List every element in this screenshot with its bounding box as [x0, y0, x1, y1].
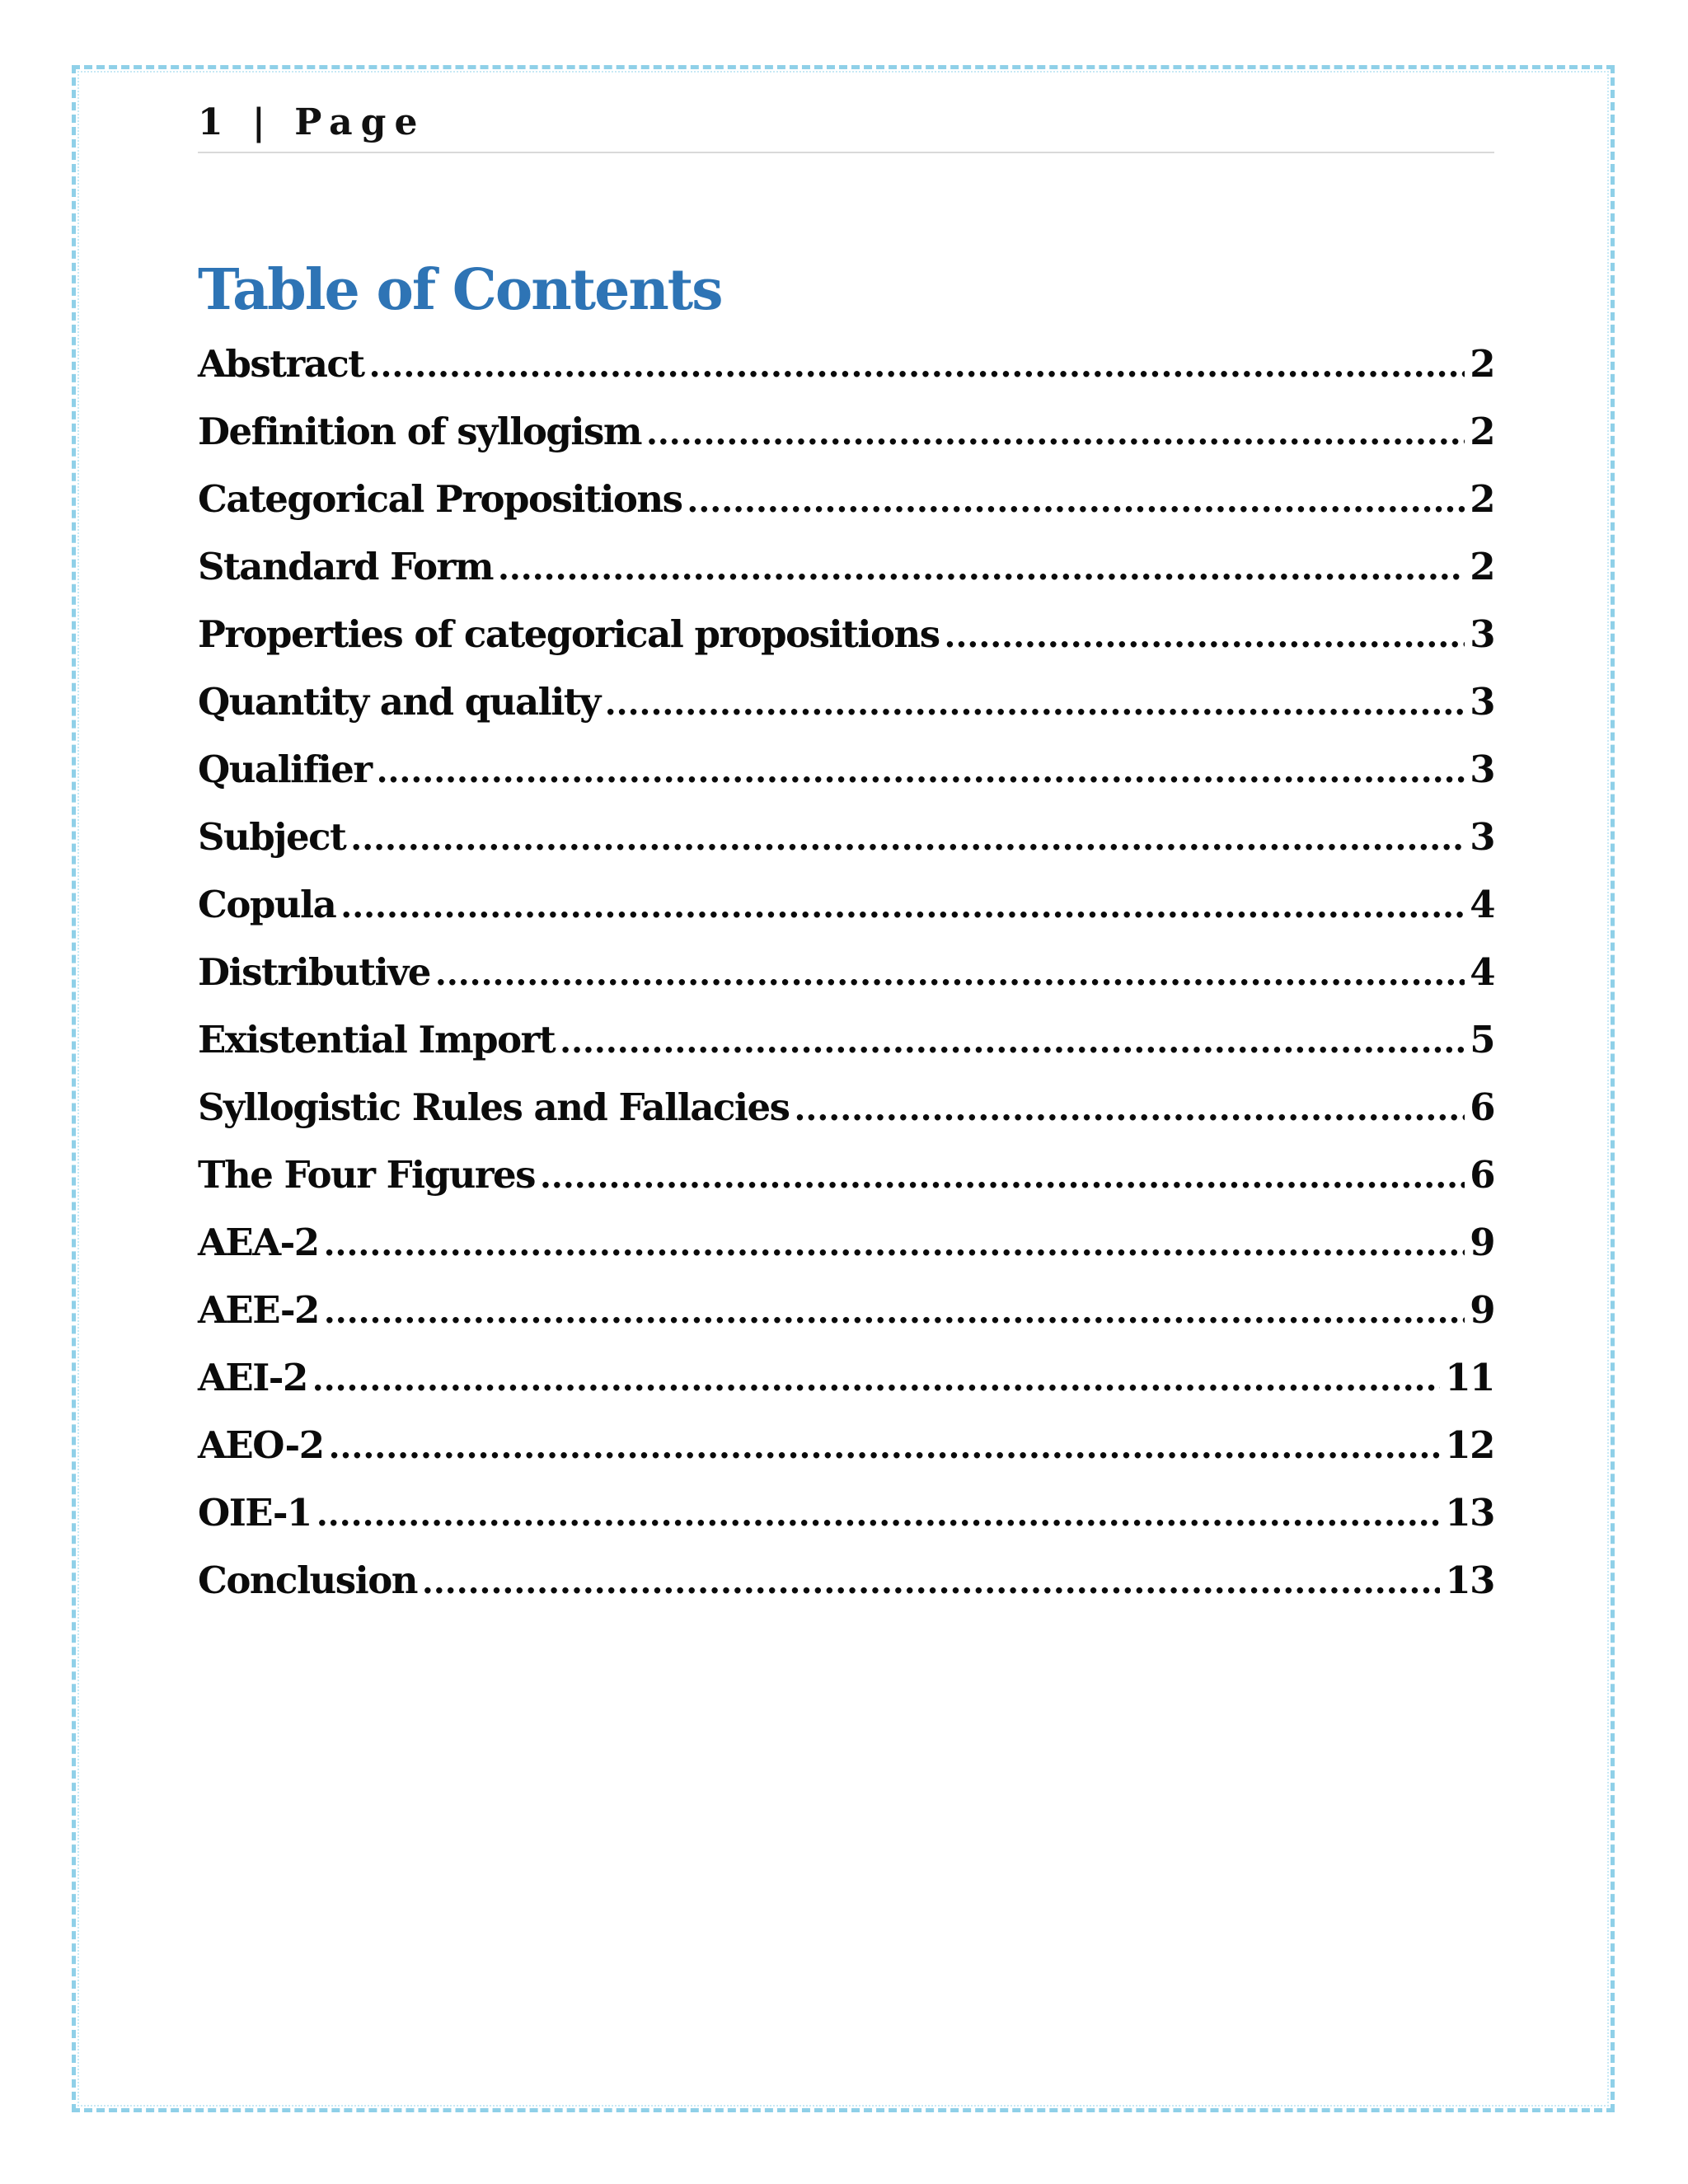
toc-leader-dots	[324, 1225, 1465, 1263]
toc-leader-dots	[369, 346, 1465, 385]
toc-entry-label: Subject	[198, 815, 346, 859]
toc-entry-label: AEO-2	[198, 1423, 324, 1467]
toc-leader-dots	[540, 1157, 1465, 1196]
toc-entry-label: Properties of categorical propositions	[198, 612, 940, 656]
toc-entry-oie-1[interactable]	[198, 1491, 1494, 1558]
toc-leader-dots	[324, 1292, 1465, 1331]
toc-entry-page: 3	[1470, 815, 1494, 859]
toc-leader-dots	[945, 616, 1465, 655]
toc-leader-dots	[329, 1427, 1441, 1466]
toc-entry-aei-2[interactable]	[198, 1356, 1494, 1423]
toc-entry-page: 13	[1445, 1491, 1494, 1535]
toc-leader-dots	[316, 1495, 1441, 1534]
toc-list	[198, 342, 1494, 1626]
toc-entry-page: 2	[1470, 410, 1494, 453]
toc-leader-dots	[435, 954, 1465, 993]
toc-entry-page: 4	[1470, 950, 1494, 994]
toc-leader-dots	[646, 414, 1465, 452]
toc-entry-label: Copula	[198, 883, 336, 926]
toc-entry-properties-of-categorical-propositions[interactable]	[198, 612, 1494, 680]
page-header	[198, 97, 1494, 153]
toc-entry-distributive[interactable]	[198, 950, 1494, 1018]
toc-entry-page: 3	[1470, 612, 1494, 656]
toc-leader-dots	[560, 1022, 1465, 1061]
toc-entry-abstract[interactable]	[198, 342, 1494, 410]
toc-entry-page: 9	[1470, 1221, 1494, 1264]
toc-entry-label: Abstract	[198, 342, 364, 386]
toc-entry-page: 6	[1470, 1085, 1494, 1129]
toc-leader-dots	[422, 1563, 1440, 1601]
toc-leader-dots	[498, 549, 1465, 588]
toc-entry-page: 3	[1470, 748, 1494, 791]
toc-entry-page: 12	[1445, 1423, 1494, 1467]
toc-entry-label: Definition of syllogism	[198, 410, 641, 453]
toc-leader-dots	[340, 887, 1465, 926]
toc-entry-label: Qualifier	[198, 748, 372, 791]
toc-leader-dots	[350, 819, 1465, 858]
toc-leader-dots	[312, 1360, 1441, 1399]
toc-entry-label: OIE-1	[198, 1491, 312, 1535]
page-number-label: 1 | Page	[198, 101, 426, 143]
toc-entry-label: AEI-2	[198, 1356, 307, 1399]
toc-entry-label: Categorical Propositions	[198, 477, 682, 521]
toc-entry-syllogistic-rules-and-fallacies[interactable]	[198, 1085, 1494, 1153]
toc-leader-dots	[377, 752, 1465, 790]
toc-entry-conclusion[interactable]	[198, 1558, 1494, 1626]
toc-entry-label: AEE-2	[198, 1288, 319, 1332]
toc-title: Table of Contents	[198, 257, 722, 323]
toc-entry-page: 9	[1470, 1288, 1494, 1332]
toc-entry-label: AEA-2	[198, 1221, 319, 1264]
toc-entry-subject[interactable]	[198, 815, 1494, 883]
toc-entry-page: 11	[1445, 1356, 1494, 1399]
toc-entry-aee-2[interactable]	[198, 1288, 1494, 1356]
toc-entry-page: 2	[1470, 477, 1494, 521]
toc-entry-page: 2	[1470, 342, 1494, 386]
toc-entry-page: 4	[1470, 883, 1494, 926]
toc-leader-dots	[687, 481, 1465, 520]
toc-entry-page: 3	[1470, 680, 1494, 724]
toc-entry-page: 6	[1470, 1153, 1494, 1197]
toc-entry-label: Standard Form	[198, 545, 493, 588]
toc-entry-label: Existential Import	[198, 1018, 556, 1062]
toc-entry-quantity-and-quality[interactable]	[198, 680, 1494, 748]
toc-entry-categorical-propositions[interactable]	[198, 477, 1494, 545]
toc-entry-label: Quantity and quality	[198, 680, 600, 724]
toc-leader-dots	[795, 1090, 1465, 1128]
toc-entry-page: 5	[1470, 1018, 1494, 1062]
toc-entry-label: Syllogistic Rules and Fallacies	[198, 1085, 790, 1129]
toc-entry-standard-form[interactable]	[198, 545, 1494, 612]
toc-entry-page: 2	[1470, 545, 1494, 588]
toc-entry-label: Conclusion	[198, 1558, 417, 1602]
toc-leader-dots	[605, 684, 1465, 723]
toc-entry-label: The Four Figures	[198, 1153, 535, 1197]
toc-entry-existential-import[interactable]	[198, 1018, 1494, 1085]
toc-entry-aeo-2[interactable]	[198, 1423, 1494, 1491]
toc-entry-page: 13	[1445, 1558, 1494, 1602]
toc-entry-qualifier[interactable]	[198, 748, 1494, 815]
toc-entry-definition-of-syllogism[interactable]	[198, 410, 1494, 477]
toc-entry-aea-2[interactable]	[198, 1221, 1494, 1288]
toc-entry-the-four-figures[interactable]	[198, 1153, 1494, 1221]
toc-entry-copula[interactable]	[198, 883, 1494, 950]
toc-entry-label: Distributive	[198, 950, 430, 994]
